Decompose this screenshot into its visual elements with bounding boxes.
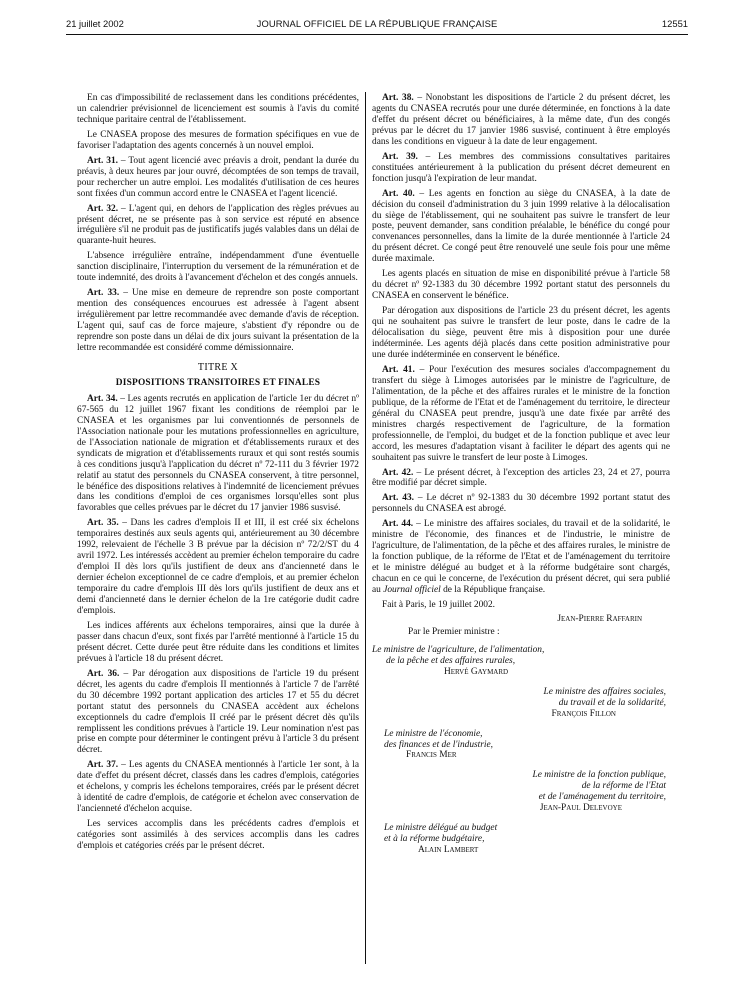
article-33 xyxy=(77,288,359,354)
article-text: – Le décret nº 92-1383 du 30 décembre 1992 portant statut des personnels du CNASEA est abrogé. xyxy=(372,493,670,515)
article-text: – L'agent qui, en dehors de l'application des règles prévues au présent décret, ne se présente pas à son service est réputé en absence irrégulière s'il ne produit pas de justificatifs jugés valables dans un délai de quarante-huit heures. xyxy=(77,203,359,247)
signatory-name: François Fillon xyxy=(551,708,616,719)
journal-officiel-ref: Journal officiel xyxy=(383,585,441,596)
article-32 xyxy=(77,204,359,248)
left-column xyxy=(77,93,359,856)
paragraph: Par dérogation aux dispositions de l'article 23 du présent décret, les agents qui ne souhaitent pas suivre le transfert de leur poste, dans le cadre de la délocalisation du siège, peuvent être mis à disposition pour une durée indéterminée. Les agents déjà placés dans cette position administrative pour une durée indéterminée en conservent le bénéfice. xyxy=(372,306,670,360)
article-text: – Le ministre des affaires sociales, du travail et de la solidarité, le ministre de l'économie, des finances et de l'industrie, le ministre de l'agriculture, de l'alimentation, de la pêche et des affaires rurales, le ministre de la fonction publique, de la réforme de l'Etat et de l'aménagement du territoire et le ministre délégué au budget et à la réforme budgétaire sont chargés, chacun en ce qui le concerne, de l'exécution du présent décret, qui sera publié au xyxy=(372,519,670,596)
article-label: Art. 33. xyxy=(87,288,120,299)
article-label: Art. 42. xyxy=(382,467,414,478)
article-label: Art. 35. xyxy=(87,518,119,529)
article-text: – Pour l'exécution des mesures sociales d'accompagnement du transfert du siège à Limoges autorisées par le ministre de l'agriculture, de l'alimentation, de la pêche et des affaires rurales et le ministre de la fonction publique, de la réforme de l'Etat et de l'aménagement du territoire, le directeur général du CNASEA peut prendre, jusqu'à une date fixée par arrêté des ministres chargés respectivement de l'agriculture, de la formation professionnelle, de l'emploi, du budget et de la fonction publique et avec leur accord, les mesures d'adaptation visant à faciliter le départ des agents qui ne souhaitent pas suivre le transfert de leur poste à Limoges. xyxy=(372,364,670,463)
signatory-role: et à la réforme budgétaire, xyxy=(384,834,485,845)
signature-date: Fait à Paris, le 19 juillet 2002. xyxy=(382,599,496,610)
signatory-role: Le ministre des affaires sociales, xyxy=(543,686,666,697)
article-text: – Une mise en demeure de reprendre son poste comportant mention des conséquences encourues est adressée à l'agent absent irrégulièrement par lettre recommandée avec demande d'avis de réception. L'agent qui, sauf cas de force majeure, s'abstient d'y répondre ou de reprendre son poste dans un délai de dix jours suivant la présentation de la lettre recommandée est considéré comme démissionnaire. xyxy=(77,288,359,354)
article-37 xyxy=(77,760,359,815)
article-label: Art. 37. xyxy=(87,760,119,771)
paragraph: En cas d'impossibilité de reclassement dans les conditions précédentes, un calendrier prévisionnel de licenciement est soumis à l'avis du comité technique paritaire central de l'établissement. xyxy=(77,93,359,125)
signatory-civil-service xyxy=(372,770,666,814)
signatory-budget xyxy=(384,823,670,856)
article-label: Art. 41. xyxy=(382,364,415,375)
signatory-name: Hervé Gaymard xyxy=(444,666,509,677)
article-label: Art. 34. xyxy=(87,393,118,404)
issue-date: 21 juillet 2002 xyxy=(66,18,124,29)
by-prime-minister: Par le Premier ministre : xyxy=(408,626,500,637)
article-text: de la République française. xyxy=(440,585,546,596)
article-label: Art. 31. xyxy=(87,155,119,166)
article-38 xyxy=(372,93,670,148)
page-number: 12551 xyxy=(661,18,688,29)
article-40 xyxy=(372,189,670,266)
signatory-role: de la réforme de l'Etat xyxy=(581,781,666,792)
paragraph: Les indices afférents aux échelons temporaires, ainsi que la durée à passer dans chacun d'eux, sont fixés par l'arrêté mentionné à l'article 15 du présent décret. Cette durée peut être réduite dans les conditions et limites prévues à l'article 18 du présent décret. xyxy=(77,620,359,664)
article-text: – Les membres des commissions consultatives paritaires constituées antérieurement à la publication du présent décret demeurent en fonction jusqu'à l'expiration de leur mandat. xyxy=(372,151,670,184)
signatory-role: Le ministre de la fonction publique, xyxy=(532,770,666,781)
article-35 xyxy=(77,518,359,617)
column-divider xyxy=(365,92,366,964)
page-header xyxy=(66,18,688,34)
paragraph: Les agents placés en situation de mise en disponibilité prévue à l'article 58 du décret nº 92-1383 du 30 décembre 1992 portant statut des personnels du CNASEA en conservent le bénéfice. xyxy=(372,269,670,302)
paragraph: L'absence irrégulière entraîne, indépendamment d'une éventuelle sanction disciplinaire, l'interruption du versement de la rémunération et de toute indemnité, des droits à l'avancement d'échelon et des congés annuels. xyxy=(77,251,359,284)
prime-minister-name: Jean-Pierre Raffarin xyxy=(557,613,642,624)
article-label: Art. 36. xyxy=(87,668,120,679)
article-34 xyxy=(77,394,359,514)
signatory-role: de la pêche et des affaires rurales, xyxy=(386,655,516,666)
section-title: TITRE X xyxy=(197,361,239,373)
article-label: Art. 38. xyxy=(382,93,414,103)
article-text: – Dans les cadres d'emplois II et III, il est créé six échelons temporaires destinés aux seuls agents qui, antérieurement au 30 décembre 1992, relevaient de l'échelle 3 B prévue par la décision nº 72/2/ST du 4 avril 1972. Les intéressés accèdent au premier échelon temporaire du cadre d'emploi II dès lors qu'ils justifient de deux ans d'ancienneté dans le dernier échelon exceptionnel de ce cadre d'emplois, et au premier échelon temporaire du cadre d'emplois III dès lors qu'ils justifient de deux ans et demi d'ancienneté dans le dernier échelon de la 1re catégorie dudit cadre d'emplois. xyxy=(77,518,360,616)
article-39 xyxy=(372,152,670,185)
article-text: – Les agents recrutés en application de l'article 1er du décret nº 67-565 du 12 juillet 1967 fixant les conditions de réemploi par le CNASEA et les organismes par lui conventionnés de personnels de l'Association nationale pour les mutations professionnelles en agriculture, de l'Association nationale de migration et d'établissements ruraux et des syndicats de migration et d'établissements ruraux et qui sont restés soumis à ces conditions jusqu'à l'application du décret nº 72-111 du 3 février 1972 relatif au statut des personnels du CNASEA conservent, à titre personnel, le bénéfice des dispositions relatives à l'indemnité de licenciement prévues dans les conditions d'emploi de ces organismes lorsqu'elles sont plus favorables que celles prévues par le décret du 17 janvier 1986 susvisé. xyxy=(77,393,359,514)
article-text: – Nonobstant les dispositions de l'article 2 du présent décret, les agents du CNASEA recrutés pour une durée déterminée, en fonctions à la date d'effet du présent décret ou bénéficiaires, à la même date, d'un des congés prévus par le décret du 17 janvier 1986 susvisé, continuent à être employés dans les conditions en vigueur à la date de leur engagement. xyxy=(372,93,670,147)
article-label: Art. 43. xyxy=(382,493,414,504)
article-label: Art. 40. xyxy=(382,188,415,199)
article-41 xyxy=(372,365,670,464)
signatory-social-affairs xyxy=(372,687,666,720)
article-text: – Tout agent licencié avec préavis a droit, pendant la durée du préavis, à deux heures par jour ouvré, décomptées de son temps de travail, pour rechercher un autre emploi. Les modalités d'utilisation de ces heures sont fixées d'un commun accord entre le CNASEA et l'agent licencié. xyxy=(77,155,359,199)
article-text: – Les agents du CNASEA mentionnés à l'article 1er sont, à la date d'effet du présent décret, classés dans les cadres d'emplois, catégories et échelons, y compris les échelons temporaires, créés par le présent décret à identité de cadre d'emplois, de catégorie et échelon avec conservation de l'ancienneté d'échelon acquise. xyxy=(77,760,359,815)
signatory-economy xyxy=(384,729,670,762)
signatory-name: Alain Lambert xyxy=(418,845,479,856)
signatory-name: Jean-Paul Delevoye xyxy=(539,803,622,814)
article-43 xyxy=(372,493,670,515)
journal-title: JOURNAL OFFICIEL DE LA RÉPUBLIQUE FRANÇAISE xyxy=(256,18,498,29)
signatory-name: Francis Mer xyxy=(406,750,457,761)
article-label: Art. 44. xyxy=(382,519,414,530)
article-text: – Les agents en fonction au siège du CNASEA, à la date de décision du conseil d'administration du 3 juin 1999 relative à la délocalisation du siège de l'établissement, qui ne souhaitent pas suivre le transfert de leur poste, peuvent demander, sans condition préalable, le bénéfice du congé pour convenances personnelles, dans la limite de la durée mentionnée à l'article 24 du présent décret. Ce congé peut être renouvelé une seule fois pour une même durée maximale. xyxy=(372,188,670,265)
right-column xyxy=(372,93,670,865)
signatory-role: et de l'aménagement du territoire, xyxy=(538,792,666,803)
article-text: – Le présent décret, à l'exception des articles 23, 24 et 27, pourra être modifié par décret simple. xyxy=(372,467,670,489)
paragraph: Les services accomplis dans les précédents cadres d'emplois et catégories sont assimilés à des services accomplis dans les cadres d'emplois et catégories créés par le présent décret. xyxy=(77,819,359,852)
article-label: Art. 39. xyxy=(382,151,418,162)
section-subtitle: DISPOSITIONS TRANSITOIRES ET FINALES xyxy=(115,377,321,388)
article-42 xyxy=(372,468,670,490)
article-36 xyxy=(77,669,359,757)
article-label: Art. 32. xyxy=(87,203,119,214)
signatory-role: Le ministre de l'économie, xyxy=(384,728,483,739)
signatory-agriculture xyxy=(372,645,670,678)
signatory-role: des finances et de l'industrie, xyxy=(384,739,494,750)
article-31 xyxy=(77,156,359,200)
article-text: – Par dérogation aux dispositions de l'article 19 du présent décret, les agents du cadre d'emplois II mentionnés à l'article 7 de l'arrêté du 30 décembre 1992 portant application des articles 17 et 55 du décret portant statut des personnels du CNASEA accèdent aux échelons exceptionnels du cadre d'emplois II créé par le présent décret dès qu'ils remplissent les conditions prévues à l'article 19. Leur nomination n'est pas prise en compte pour déterminer le contingent prévu à l'article 3 du présent décret. xyxy=(77,668,359,756)
signatory-role: Le ministre délégué au budget xyxy=(384,823,498,834)
signatory-role: Le ministre de l'agriculture, de l'alimentation, xyxy=(372,644,545,655)
signatory-role: du travail et de la solidarité, xyxy=(558,697,666,708)
paragraph: Le CNASEA propose des mesures de formation spécifiques en vue de favoriser l'adaptation des agents concernés à un nouvel emploi. xyxy=(77,129,359,151)
header-rule xyxy=(66,34,688,35)
article-44 xyxy=(372,519,670,596)
